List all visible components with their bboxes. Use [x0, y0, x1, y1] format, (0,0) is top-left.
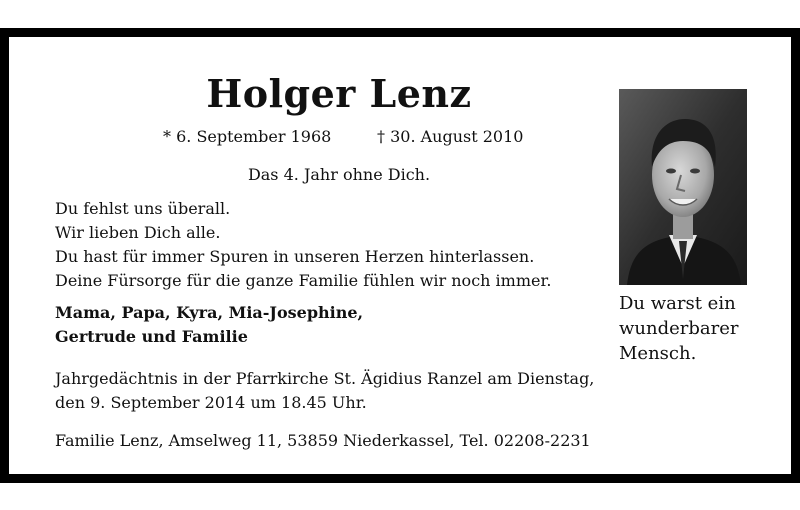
verse-line: Deine Fürsorge für die ganze Familie fühlen wir noch immer.	[55, 271, 552, 290]
deceased-name: Holger Lenz	[206, 71, 472, 116]
memorial-service-info	[55, 367, 594, 415]
family-signature	[55, 301, 363, 349]
anniversary-line: Das 4. Jahr ohne Dich.	[247, 165, 431, 184]
verse-line: Wir lieben Dich alle.	[55, 223, 221, 242]
caption-line: Du warst ein	[619, 293, 736, 314]
service-line: den 9. September 2014 um 18.45 Uhr.	[55, 393, 367, 412]
portrait-photo	[619, 89, 747, 285]
death-date: † 30. August 2010	[377, 127, 524, 146]
photo-caption	[619, 291, 739, 366]
caption-line: Mensch.	[619, 343, 697, 364]
portrait-illustration	[619, 89, 747, 285]
memorial-verse	[55, 197, 551, 293]
verse-line: Du hast für immer Spuren in unseren Herzen hinterlassen.	[55, 247, 535, 266]
family-address: Familie Lenz, Amselweg 11, 53859 Niederkassel, Tel. 02208-2231	[55, 431, 591, 450]
service-line: Jahrgedächtnis in der Pfarrkirche St. Ägidius Ranzel am Dienstag,	[55, 369, 595, 388]
family-line: Mama, Papa, Kyra, Mia-Josephine,	[55, 303, 364, 322]
obituary-card	[0, 28, 800, 483]
family-line: Gertrude und Familie	[55, 327, 248, 346]
verse-line: Du fehlst uns überall.	[55, 199, 231, 218]
birth-date: * 6. September 1968	[163, 127, 332, 146]
caption-line: wunderbarer	[619, 318, 739, 339]
